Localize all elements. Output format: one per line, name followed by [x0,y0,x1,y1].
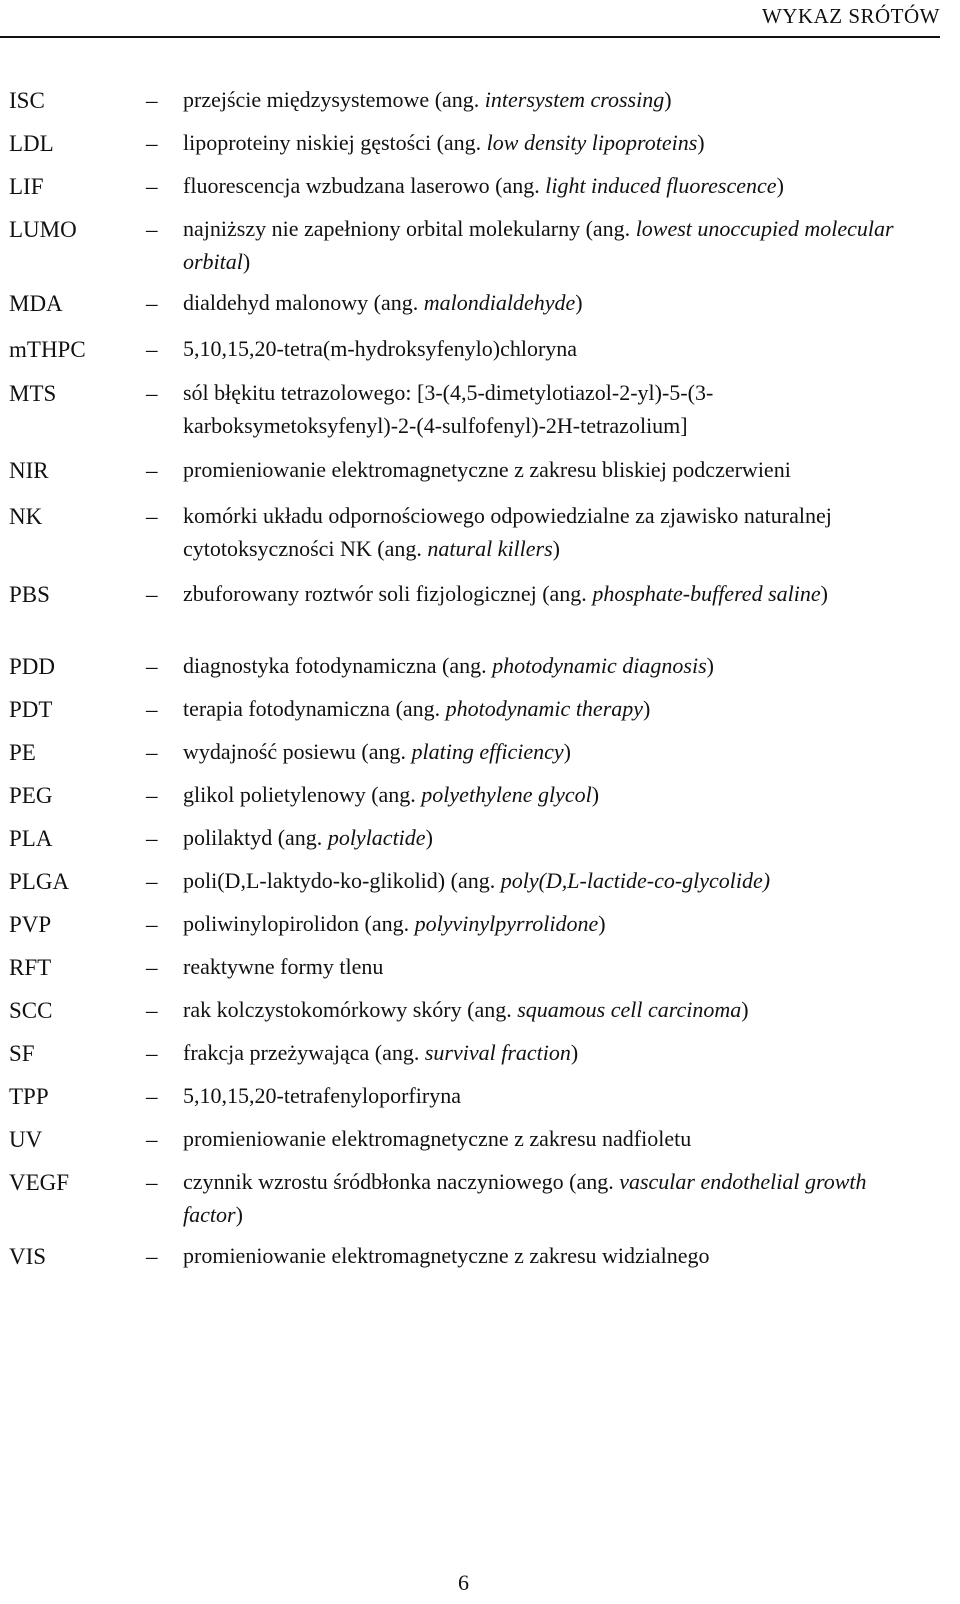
entry-dash: – [146,337,158,362]
abbreviation-definition [183,1036,923,1069]
abbreviation-definition [183,950,923,983]
abbreviation-term: MDA [9,291,63,316]
definition-text: diagnostyka fotodynamiczna (ang. [183,653,493,678]
abbreviation-term: PDT [9,697,53,722]
abbreviation-definition [183,1239,923,1272]
english-term: natural killers [427,536,553,561]
abbreviation-definition [183,499,923,565]
closing-paren: ) [575,290,583,315]
abbreviation-term: ISC [9,88,45,113]
entry-dash: – [146,955,158,980]
entry-dash: – [146,1041,158,1066]
closing-paren: ) [820,581,828,606]
abbreviation-term: VIS [9,1244,47,1269]
definition-text: fluorescencja wzbudzana laserowo (ang. [183,173,546,198]
english-term: plating efficiency [411,739,564,764]
english-term: intersystem crossing [484,87,665,112]
closing-paren: ) [598,911,606,936]
closing-paren: ) [741,997,749,1022]
abbreviation-term: UV [9,1127,43,1152]
definition-text: promieniowanie elektromagnetyczne z zakresu widzialnego [183,1243,710,1268]
english-term: vascular endothelial growth factor [183,1169,867,1227]
entry-dash: – [146,131,158,156]
abbreviation-term: PBS [9,582,50,607]
entry-dash: – [146,291,158,316]
entry-dash: – [146,1244,158,1269]
abbreviation-term: PLGA [9,869,70,894]
english-term: photodynamic therapy [445,696,644,721]
entry-dash: – [146,88,158,113]
entry-dash: – [146,458,158,483]
abbreviation-definition [183,1165,923,1231]
closing-paren: ) [591,782,600,807]
entry-dash: – [146,1127,158,1152]
entry-dash: – [146,654,158,679]
definition-text: przejście międzysystemowe (ang. [183,87,485,112]
closing-paren: ) [776,173,784,198]
definition-text: 5,10,15,20-tetra(m-hydroksyfenylo)chloryna [183,336,578,361]
closing-paren: ) [706,653,714,678]
abbreviation-term: PE [9,740,36,765]
abbreviation-definition [183,1122,923,1155]
abbreviation-definition [183,735,923,768]
english-term: poly(D,L-lactide-co-glycolide) [500,868,771,893]
abbreviation-term: SCC [9,998,53,1023]
closing-paren: ) [697,130,705,155]
entry-dash: – [146,1170,158,1195]
english-term: photodynamic diagnosis [492,653,707,678]
abbreviation-definition [183,907,923,940]
entry-dash: – [146,783,158,808]
abbreviation-term: mTHPC [9,337,86,362]
definition-text: wydajność posiewu (ang. [183,739,412,764]
abbreviation-term: LDL [9,131,54,156]
abbreviation-definition [183,692,923,725]
abbreviation-term: LUMO [9,217,77,242]
header-title: WYKAZ SRÓTÓW [761,4,940,28]
abbreviation-term: TPP [9,1084,49,1109]
abbreviation-term: LIF [9,174,44,199]
abbreviation-definition [183,993,923,1026]
definition-text: lipoproteiny niskiej gęstości (ang. [183,130,487,155]
english-term: lowest unoccupied molecular orbital [183,216,894,274]
abbreviation-definition [183,778,923,811]
closing-paren: ) [425,825,433,850]
abbreviation-definition [183,453,923,486]
english-term: survival fraction [424,1040,571,1065]
definition-text: najniższy nie zapełniony orbital molekularny (ang. [183,216,636,241]
definition-text: glikol polietylenowy (ang. [183,782,422,807]
closing-paren: ) [643,696,651,721]
abbreviation-definition [183,1079,923,1112]
abbreviation-term: MTS [9,381,57,406]
page-header [0,0,940,38]
abbreviation-definition [183,332,923,365]
abbreviation-term: PVP [9,912,52,937]
definition-text: promieniowanie elektromagnetyczne z zakresu nadfioletu [183,1126,692,1151]
abbreviation-definition [183,649,923,682]
english-term: phosphate-buffered saline [592,581,821,606]
abbreviation-term: NK [9,504,43,529]
abbreviation-definition [183,376,923,442]
english-term: low density lipoproteins [486,130,698,155]
definition-text: sól błękitu tetrazolowego: [3-(4,5-dimetylotiazol-2-yl)-5-(3-karboksymetoksyfenyl)-2-(4-sulfofenyl)-2H-tetrazolium] [183,380,714,438]
definition-text: promieniowanie elektromagnetyczne z zakresu bliskiej podczerwieni [183,457,791,482]
abbreviation-term: RFT [9,955,52,980]
abbreviation-definition [183,126,923,159]
entry-dash: – [146,826,158,851]
definition-text: 5,10,15,20-tetrafenyloporfiryna [183,1083,461,1108]
entry-dash: – [146,582,158,607]
english-term: malondialdehyde [423,290,576,315]
definition-text: rak kolczystokomórkowy skóry (ang. [183,997,518,1022]
abbreviation-term: PEG [9,783,53,808]
abbreviation-term: SF [9,1041,35,1066]
definition-text: poliwinylopirolidon (ang. [183,911,415,936]
closing-paren: ) [552,536,560,561]
closing-paren: ) [235,1202,243,1227]
entry-dash: – [146,381,158,406]
entry-dash: – [146,174,158,199]
closing-paren: ) [664,87,672,112]
abbreviation-definition [183,169,923,202]
definition-text: polilaktyd (ang. [183,825,328,850]
entry-dash: – [146,740,158,765]
definition-text: dialdehyd malonowy (ang. [183,290,424,315]
closing-paren: ) [563,739,571,764]
entry-dash: – [146,912,158,937]
closing-paren: ) [570,1040,579,1065]
abbreviation-term: PLA [9,826,53,851]
definition-text: czynnik wzrostu śródbłonka naczyniowego (ang. [183,1169,620,1194]
abbreviation-term: VEGF [9,1170,70,1195]
english-term: light induced fluorescence [545,173,777,198]
definition-text: reaktywne formy tlenu [183,954,384,979]
english-term: polyethylene glycol [421,782,592,807]
definition-text: zbuforowany roztwór soli fizjologicznej (ang. [183,581,593,606]
abbreviation-term: NIR [9,458,49,483]
entry-dash: – [146,998,158,1023]
abbreviation-definition [183,212,923,278]
definition-text: terapia fotodynamiczna (ang. [183,696,446,721]
entry-dash: – [146,217,158,242]
abbreviation-definition [183,83,923,116]
abbreviation-definition [183,286,923,319]
entry-dash: – [146,869,158,894]
entry-dash: – [146,504,158,529]
entry-dash: – [146,1084,158,1109]
definition-text: komórki układu odpornościowego odpowiedzialne za zjawisko naturalnej cytotoksyczności NK (ang. [183,503,832,561]
abbreviation-definition [183,577,923,610]
abbreviation-term: PDD [9,654,56,679]
definition-text: frakcja przeżywająca (ang. [183,1040,425,1065]
english-term: polyvinylpyrrolidone [414,911,599,936]
english-term: squamous cell carcinoma [517,997,742,1022]
definition-text: poli(D,L-laktydo-ko-glikolid) (ang. [183,868,501,893]
entry-dash: – [146,697,158,722]
page-number: 6 [458,1570,469,1595]
closing-paren: ) [242,249,251,274]
english-term: polylactide [327,825,426,850]
abbreviation-definition [183,864,923,897]
abbreviation-definition [183,821,923,854]
